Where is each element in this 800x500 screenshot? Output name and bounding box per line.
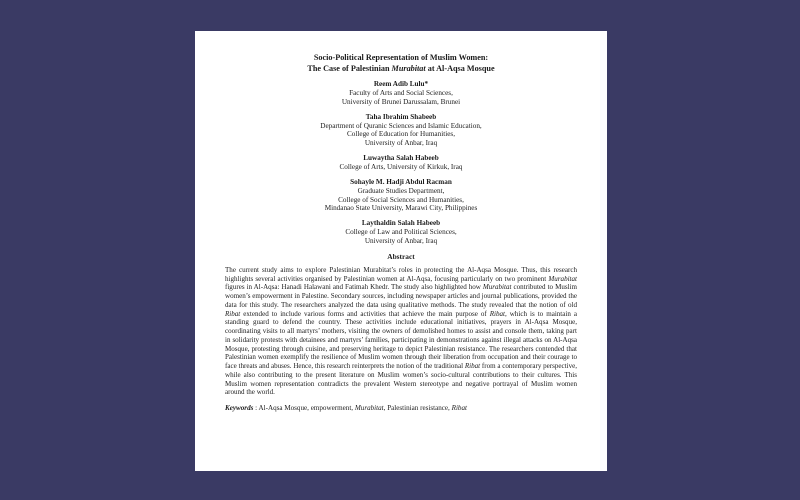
abstract-heading: Abstract	[387, 251, 415, 261]
author-name: Sohayle M. Hadji Abdul Racman	[350, 177, 452, 186]
abstract-body	[225, 266, 577, 397]
author-affiliation-line: University of Brunei Darussalam, Brunei	[341, 97, 461, 106]
author-block	[225, 178, 577, 213]
italic-term: Murabitat	[548, 274, 577, 283]
author-name: Reem Adib Lulu*	[373, 80, 429, 88]
author-block	[225, 80, 577, 107]
author-block	[225, 113, 577, 148]
author-affiliation-line: College of Education for Humanities,	[347, 130, 455, 139]
title-line-2-pre: The Case of Palestinian	[307, 63, 392, 73]
author-block	[225, 219, 577, 246]
author-name: Taha Ibrahim Shabeeb	[365, 112, 437, 121]
text-segment: from a contemporary perspective, while also contributing to the present literature on Muslim women’s socio-cultural contributions to their cultures. This Muslim women representation contradicts the prevalent Western stereotype and negative portrayal of Muslim women around the world.	[225, 362, 577, 397]
title-line-2	[225, 64, 577, 75]
author-name: Laythaldin Salah Habeeb	[361, 219, 441, 228]
text-segment: contributed to Muslim women’s empowerment in Palestine. Secondary sources, including newspaper articles and journal publications, provided the data for this study. The researchers analyzed the data using qualitative methods. The study revealed that the notion of old	[225, 283, 577, 309]
text-segment: , Palestinian resistance,	[383, 404, 452, 413]
author-affiliation-line: College of Law and Political Sciences,	[345, 228, 457, 237]
author-affiliation-line: College of Arts, University of Kirkuk, Iraq	[339, 162, 463, 171]
keywords	[225, 404, 577, 413]
paper-title	[225, 53, 577, 74]
italic-term: Murabitat	[354, 404, 384, 413]
author-block	[225, 154, 577, 172]
italic-term: Ribat	[451, 404, 467, 413]
paper-page	[195, 31, 607, 471]
title-line-2-em: Murabitat	[391, 63, 426, 73]
text-segment: : Al-Aqsa Mosque, empowerment,	[255, 404, 355, 413]
author-affiliation-line: University of Anbar, Iraq	[364, 236, 438, 245]
italic-term: Murabitat	[482, 283, 512, 292]
title-line-1: Socio-Political Representation of Muslim Women:	[313, 53, 489, 62]
author-affiliation-line: Department of Quranic Sciences and Islamic Education,	[320, 121, 482, 130]
author-affiliation-line: College of Social Sciences and Humanities,	[338, 195, 464, 204]
author-affiliation-line: Graduate Studies Department,	[357, 186, 445, 195]
author-list	[225, 80, 577, 246]
text-segment: , which is to maintain a standing guard to defend the country. These activities include educational initiatives, prayers in Al-Aqsa Mosque, coordinating visits to all martyrs’ mothers, visiting the owners of demolished homes to assist and console them, taking part in solidarity protests with detainees and martyrs’ families, participating in demonstrations against illegal attacks on Al-Aqsa Mosque, protesting through cuisine, and preserving heritage to depict Palestinian resistance. The researchers contended that Palestinian women exemplify the resilience of Muslim women through their liberation from occupation and their courage to face threats and abuses. Hence, this research reinterprets the notion of the traditional	[225, 309, 577, 371]
author-affiliation-line: Mindanao State University, Marawi City, Philippines	[324, 204, 478, 213]
italic-term: Ribat	[225, 309, 241, 318]
author-affiliation-line: University of Anbar, Iraq	[364, 139, 438, 148]
text-segment: extended to include various forms and activities that achieve the main purpose of	[240, 309, 490, 318]
text-segment: The current study aims to explore Palestinian Murabitat’s roles in protecting the Al-Aqsa Mosque. Thus, this research highlights several activities organised by Palestinian women at Al-Aqsa, focusing particularly on two prominent	[225, 265, 577, 283]
italic-term: Ribat	[489, 309, 506, 318]
text-segment: figures in Al-Aqsa: Hanadi Halawani and Fatimah Khedr. The study also highlighted how	[225, 283, 483, 292]
keywords-label: Keywords	[225, 404, 254, 413]
italic-term: Ribat	[464, 362, 481, 371]
author-affiliation-line: Faculty of Arts and Social Sciences,	[349, 89, 453, 97]
title-line-2-post: at Al-Aqsa Mosque	[425, 63, 495, 73]
author-name: Luwaytha Salah Habeeb	[363, 153, 439, 162]
